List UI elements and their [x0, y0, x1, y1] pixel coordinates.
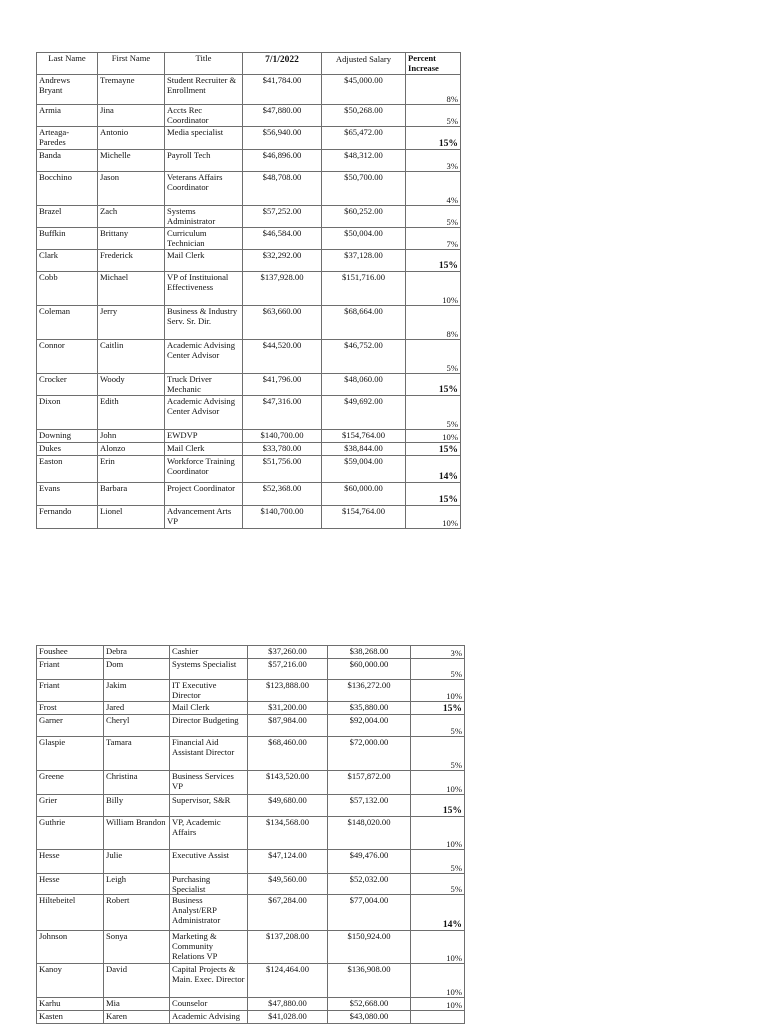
cell-salary: $47,880.00 [248, 998, 328, 1011]
cell-last-name: Karhu [37, 998, 104, 1011]
cell-title: Business Services VP [170, 771, 248, 795]
cell-last-name: Coleman [37, 306, 98, 340]
table-row [37, 715, 465, 737]
cell-adjusted-salary: $52,032.00 [328, 874, 411, 895]
cell-title: Business & Industry Serv. Sr. Dir. [165, 306, 243, 340]
table-row [37, 646, 465, 659]
cell-first-name: Christina [104, 771, 170, 795]
table-row [37, 659, 465, 680]
cell-salary: $134,568.00 [248, 817, 328, 850]
table-row [37, 456, 461, 483]
cell-adjusted-salary: $50,004.00 [322, 228, 406, 250]
cell-salary: $47,316.00 [243, 396, 322, 430]
cell-adjusted-salary: $37,128.00 [322, 250, 406, 272]
cell-title: VP, Academic Affairs [170, 817, 248, 850]
cell-salary: $87,984.00 [248, 715, 328, 737]
cell-adjusted-salary: $49,692.00 [322, 396, 406, 430]
cell-adjusted-salary: $35,880.00 [328, 702, 411, 715]
salary-table-page-2 [36, 645, 465, 1024]
cell-adjusted-salary: $50,268.00 [322, 105, 406, 127]
table-row [37, 998, 465, 1011]
cell-first-name: David [104, 964, 170, 998]
cell-last-name: Arteaga-Paredes [37, 127, 98, 150]
header-percent-increase: Percent Increase [406, 53, 461, 75]
cell-last-name: Buffkin [37, 228, 98, 250]
cell-first-name: William Brandon [104, 817, 170, 850]
cell-title: Mail Clerk [165, 250, 243, 272]
table-row [37, 340, 461, 374]
table-row [37, 817, 465, 850]
cell-adjusted-salary: $59,004.00 [322, 456, 406, 483]
cell-percent-increase: 10% [406, 430, 461, 443]
table-row [37, 931, 465, 964]
cell-last-name: Crocker [37, 374, 98, 396]
cell-percent-increase: 5% [411, 874, 465, 895]
cell-adjusted-salary: $48,060.00 [322, 374, 406, 396]
cell-first-name: Karen [104, 1011, 170, 1024]
cell-salary: $140,700.00 [243, 506, 322, 529]
cell-salary: $47,124.00 [248, 850, 328, 874]
cell-last-name: Friant [37, 680, 104, 702]
cell-title: Truck Driver Mechanic [165, 374, 243, 396]
cell-adjusted-salary: $38,268.00 [328, 646, 411, 659]
table-row [37, 964, 465, 998]
cell-last-name: Andrews Bryant [37, 75, 98, 105]
cell-percent-increase: 15% [406, 483, 461, 506]
cell-adjusted-salary: $50,700.00 [322, 172, 406, 206]
cell-salary: $140,700.00 [243, 430, 322, 443]
cell-title: Academic Advising [170, 1011, 248, 1024]
table-row [37, 850, 465, 874]
cell-first-name: Barbara [98, 483, 165, 506]
cell-first-name: Erin [98, 456, 165, 483]
table-row [37, 150, 461, 172]
cell-salary: $67,284.00 [248, 895, 328, 931]
cell-adjusted-salary: $48,312.00 [322, 150, 406, 172]
cell-title: Academic Advising Center Advisor [165, 340, 243, 374]
cell-title: Accts Rec Coordinator [165, 105, 243, 127]
cell-salary: $51,756.00 [243, 456, 322, 483]
table-row [37, 228, 461, 250]
salary-table-page-1 [36, 52, 461, 529]
cell-first-name: Zach [98, 206, 165, 228]
cell-title: Academic Advising Center Advisor [165, 396, 243, 430]
cell-adjusted-salary: $45,000.00 [322, 75, 406, 105]
cell-salary: $52,368.00 [243, 483, 322, 506]
cell-adjusted-salary: $60,000.00 [328, 659, 411, 680]
cell-first-name: Michael [98, 272, 165, 306]
cell-salary: $44,520.00 [243, 340, 322, 374]
cell-salary: $41,796.00 [243, 374, 322, 396]
cell-last-name: Cobb [37, 272, 98, 306]
cell-last-name: Fernando [37, 506, 98, 529]
cell-salary: $56,940.00 [243, 127, 322, 150]
cell-first-name: Julie [104, 850, 170, 874]
cell-last-name: Armia [37, 105, 98, 127]
cell-last-name: Glaspie [37, 737, 104, 771]
header-title: Title [165, 53, 243, 75]
cell-salary: $37,260.00 [248, 646, 328, 659]
cell-last-name: Dixon [37, 396, 98, 430]
cell-first-name: Billy [104, 795, 170, 817]
cell-salary: $137,208.00 [248, 931, 328, 964]
cell-adjusted-salary: $72,000.00 [328, 737, 411, 771]
cell-title: Counselor [170, 998, 248, 1011]
cell-title: VP of Instituional Effectiveness [165, 272, 243, 306]
cell-last-name: Kanoy [37, 964, 104, 998]
cell-percent-increase [411, 1011, 465, 1024]
cell-first-name: Alonzo [98, 443, 165, 456]
cell-first-name: Leigh [104, 874, 170, 895]
table-row [37, 250, 461, 272]
cell-percent-increase: 15% [406, 443, 461, 456]
cell-title: Purchasing Specialist [170, 874, 248, 895]
cell-adjusted-salary: $57,132.00 [328, 795, 411, 817]
cell-first-name: Dom [104, 659, 170, 680]
cell-percent-increase: 10% [411, 817, 465, 850]
cell-salary: $57,252.00 [243, 206, 322, 228]
cell-salary: $41,028.00 [248, 1011, 328, 1024]
header-first-name: First Name [98, 53, 165, 75]
cell-last-name: Johnson [37, 931, 104, 964]
cell-title: Systems Administrator [165, 206, 243, 228]
cell-title: Veterans Affairs Coordinator [165, 172, 243, 206]
table-row [37, 771, 465, 795]
cell-title: IT Executive Director [170, 680, 248, 702]
cell-title: Workforce Training Coordinator [165, 456, 243, 483]
cell-adjusted-salary: $157,872.00 [328, 771, 411, 795]
cell-first-name: Jason [98, 172, 165, 206]
cell-salary: $33,780.00 [243, 443, 322, 456]
cell-first-name: Sonya [104, 931, 170, 964]
cell-salary: $49,680.00 [248, 795, 328, 817]
cell-first-name: Mia [104, 998, 170, 1011]
table-row [37, 396, 461, 430]
cell-title: Director Budgeting [170, 715, 248, 737]
cell-percent-increase: 14% [411, 895, 465, 931]
cell-last-name: Dukes [37, 443, 98, 456]
cell-adjusted-salary: $151,716.00 [322, 272, 406, 306]
cell-first-name: Lionel [98, 506, 165, 529]
cell-percent-increase: 10% [411, 998, 465, 1011]
cell-last-name: Brazel [37, 206, 98, 228]
cell-first-name: Jakim [104, 680, 170, 702]
table-row [37, 172, 461, 206]
cell-title: Advancement Arts VP [165, 506, 243, 529]
salary-table-body-1 [37, 75, 461, 529]
cell-salary: $143,520.00 [248, 771, 328, 795]
cell-title: Supervisor, S&R [170, 795, 248, 817]
cell-first-name: Tamara [104, 737, 170, 771]
cell-percent-increase: 4% [406, 172, 461, 206]
table-row [37, 127, 461, 150]
cell-title: Mail Clerk [170, 702, 248, 715]
cell-percent-increase: 5% [406, 396, 461, 430]
cell-percent-increase: 5% [406, 105, 461, 127]
cell-percent-increase: 5% [411, 850, 465, 874]
cell-first-name: Debra [104, 646, 170, 659]
cell-first-name: Tremayne [98, 75, 165, 105]
cell-salary: $68,460.00 [248, 737, 328, 771]
cell-percent-increase: 15% [406, 127, 461, 150]
cell-percent-increase: 15% [411, 702, 465, 715]
cell-adjusted-salary: $150,924.00 [328, 931, 411, 964]
cell-first-name: Michelle [98, 150, 165, 172]
cell-adjusted-salary: $154,764.00 [322, 506, 406, 529]
cell-percent-increase: 5% [411, 659, 465, 680]
cell-title: Marketing & Community Relations VP [170, 931, 248, 964]
cell-percent-increase: 5% [411, 737, 465, 771]
cell-title: Executive Assist [170, 850, 248, 874]
cell-first-name: Cheryl [104, 715, 170, 737]
cell-salary: $124,464.00 [248, 964, 328, 998]
header-row [37, 53, 461, 75]
cell-percent-increase: 8% [406, 75, 461, 105]
table-row [37, 737, 465, 771]
cell-last-name: Banda [37, 150, 98, 172]
cell-salary: $31,200.00 [248, 702, 328, 715]
cell-first-name: Jerry [98, 306, 165, 340]
cell-percent-increase: 15% [406, 374, 461, 396]
cell-first-name: Jared [104, 702, 170, 715]
cell-adjusted-salary: $65,472.00 [322, 127, 406, 150]
cell-adjusted-salary: $38,844.00 [322, 443, 406, 456]
cell-adjusted-salary: $43,080.00 [328, 1011, 411, 1024]
cell-adjusted-salary: $60,252.00 [322, 206, 406, 228]
cell-last-name: Connor [37, 340, 98, 374]
cell-last-name: Kasten [37, 1011, 104, 1024]
cell-salary: $41,784.00 [243, 75, 322, 105]
cell-last-name: Hiltebeitel [37, 895, 104, 931]
cell-percent-increase: 10% [411, 680, 465, 702]
cell-last-name: Easton [37, 456, 98, 483]
cell-percent-increase: 10% [406, 272, 461, 306]
cell-salary: $63,660.00 [243, 306, 322, 340]
table-row [37, 206, 461, 228]
table-row [37, 105, 461, 127]
cell-title: Business Analyst/ERP Administrator [170, 895, 248, 931]
cell-title: Systems Specialist [170, 659, 248, 680]
cell-adjusted-salary: $60,000.00 [322, 483, 406, 506]
table-row [37, 306, 461, 340]
cell-title: Mail Clerk [165, 443, 243, 456]
table-row [37, 1011, 465, 1024]
cell-percent-increase: 15% [406, 250, 461, 272]
cell-adjusted-salary: $68,664.00 [322, 306, 406, 340]
cell-percent-increase: 10% [406, 506, 461, 529]
cell-last-name: Hesse [37, 874, 104, 895]
cell-percent-increase: 5% [406, 206, 461, 228]
cell-salary: $32,292.00 [243, 250, 322, 272]
cell-adjusted-salary: $136,272.00 [328, 680, 411, 702]
cell-salary: $46,896.00 [243, 150, 322, 172]
cell-last-name: Frost [37, 702, 104, 715]
salary-table-body-2 [37, 646, 465, 1024]
table-row [37, 795, 465, 817]
table-row [37, 895, 465, 931]
table-row [37, 374, 461, 396]
cell-salary: $137,928.00 [243, 272, 322, 306]
table-row [37, 443, 461, 456]
cell-salary: $48,708.00 [243, 172, 322, 206]
cell-percent-increase: 14% [406, 456, 461, 483]
cell-adjusted-salary: $77,004.00 [328, 895, 411, 931]
header-adjusted-salary: Adjusted Salary [322, 53, 406, 75]
cell-last-name: Greene [37, 771, 104, 795]
cell-title: Student Recruiter & Enrollment [165, 75, 243, 105]
cell-last-name: Evans [37, 483, 98, 506]
cell-first-name: Frederick [98, 250, 165, 272]
cell-last-name: Friant [37, 659, 104, 680]
table-row [37, 430, 461, 443]
cell-title: Financial Aid Assistant Director [170, 737, 248, 771]
table-row [37, 75, 461, 105]
cell-title: Media specialist [165, 127, 243, 150]
cell-last-name: Guthrie [37, 817, 104, 850]
cell-first-name: John [98, 430, 165, 443]
cell-percent-increase: 15% [411, 795, 465, 817]
cell-salary: $123,888.00 [248, 680, 328, 702]
cell-first-name: Caitlin [98, 340, 165, 374]
cell-adjusted-salary: $148,020.00 [328, 817, 411, 850]
cell-title: Payroll Tech [165, 150, 243, 172]
cell-last-name: Bocchino [37, 172, 98, 206]
cell-title: Cashier [170, 646, 248, 659]
cell-salary: $49,560.00 [248, 874, 328, 895]
cell-percent-increase: 10% [411, 771, 465, 795]
header-last-name: Last Name [37, 53, 98, 75]
cell-first-name: Brittany [98, 228, 165, 250]
cell-last-name: Foushee [37, 646, 104, 659]
cell-first-name: Antonio [98, 127, 165, 150]
table-row [37, 483, 461, 506]
cell-percent-increase: 10% [411, 964, 465, 998]
table-row [37, 506, 461, 529]
cell-last-name: Hesse [37, 850, 104, 874]
cell-adjusted-salary: $49,476.00 [328, 850, 411, 874]
cell-percent-increase: 7% [406, 228, 461, 250]
cell-percent-increase: 3% [406, 150, 461, 172]
table-row [37, 272, 461, 306]
cell-last-name: Garner [37, 715, 104, 737]
cell-adjusted-salary: $136,908.00 [328, 964, 411, 998]
cell-first-name: Jina [98, 105, 165, 127]
cell-title: Capital Projects & Main. Exec. Director [170, 964, 248, 998]
cell-title: Curriculum Technician [165, 228, 243, 250]
cell-adjusted-salary: $92,004.00 [328, 715, 411, 737]
header-salary-date: 7/1/2022 [243, 53, 322, 75]
cell-adjusted-salary: $46,752.00 [322, 340, 406, 374]
cell-percent-increase: 5% [406, 340, 461, 374]
cell-adjusted-salary: $154,764.00 [322, 430, 406, 443]
table-row [37, 874, 465, 895]
cell-title: Project Coordinator [165, 483, 243, 506]
cell-salary: $57,216.00 [248, 659, 328, 680]
cell-salary: $47,880.00 [243, 105, 322, 127]
cell-first-name: Edith [98, 396, 165, 430]
table-row [37, 680, 465, 702]
cell-title: EWDVP [165, 430, 243, 443]
table-row [37, 702, 465, 715]
cell-percent-increase: 10% [411, 931, 465, 964]
cell-first-name: Woody [98, 374, 165, 396]
cell-last-name: Downing [37, 430, 98, 443]
cell-last-name: Clark [37, 250, 98, 272]
cell-last-name: Grier [37, 795, 104, 817]
cell-percent-increase: 3% [411, 646, 465, 659]
cell-first-name: Robert [104, 895, 170, 931]
cell-percent-increase: 8% [406, 306, 461, 340]
cell-salary: $46,584.00 [243, 228, 322, 250]
cell-adjusted-salary: $52,668.00 [328, 998, 411, 1011]
cell-percent-increase: 5% [411, 715, 465, 737]
